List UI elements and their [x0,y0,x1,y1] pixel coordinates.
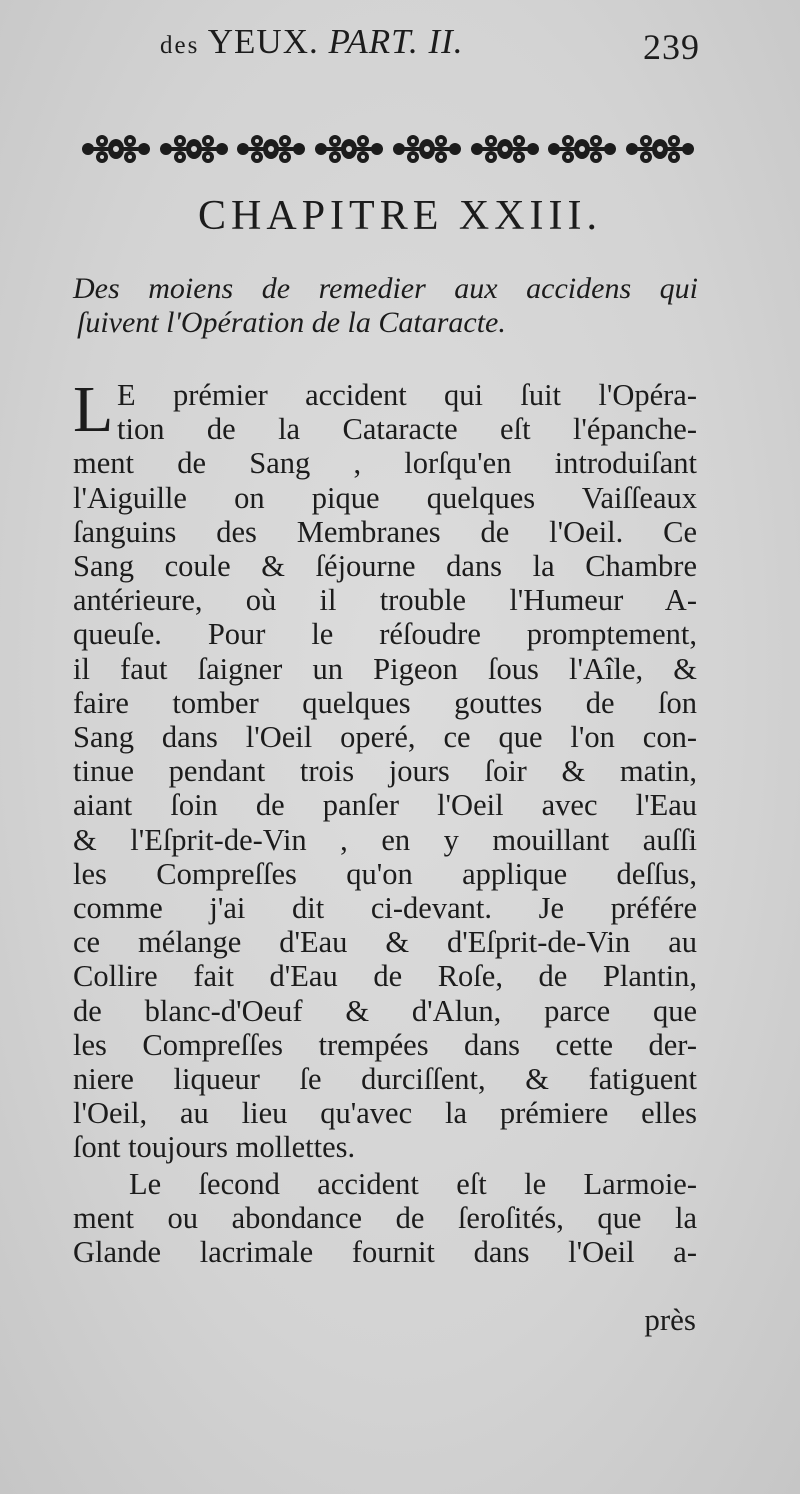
text-line: de blanc-d'Oeuf & d'Alun, parce que [73,993,697,1028]
page-header [140,22,700,72]
text-line: Sang coule & ſéjourne dans la Chambre [73,549,697,584]
fleuron-icon [158,129,230,169]
text-line: Collire fait d'Eau de Roſe, de Plantin, [73,959,697,994]
fleuron-icon [391,129,463,169]
text-line: aiant ſoin de panſer l'Oeil avec l'Eau [73,788,697,823]
text-line: faire tomber quelques gouttes de ſon [73,685,697,720]
fleuron-icon [235,129,307,169]
catchword: près [644,1302,696,1337]
running-head-main: YEUX. [207,22,319,61]
chapter-subtitle [73,272,698,340]
paragraph-2 [73,1167,697,1270]
text-line: & l'Eſprit-de-Vin , en y mouillant auſſi [73,822,697,857]
text-line: les Compreſſes trempées dans cette der- [73,1027,697,1062]
running-head [160,22,464,62]
text-line: Sang dans l'Oeil operé, ce que l'on con- [73,720,697,755]
chapter-title: CHAPITRE XXIII. [198,193,602,239]
text-line: tion de la Cataracte eſt l'épanche- [117,412,697,447]
text-line: les Compreſſes qu'on applique deſſus, [73,856,697,891]
fleuron-icon [80,129,152,169]
text-line: ment ou abondance de ſeroſités, que la [73,1200,697,1235]
fleuron-icon [546,129,618,169]
text-line: queuſe. Pour le réſoudre promptement, [73,617,697,652]
text-line: niere liqueur ſe durciſſent, & fatiguent [73,1062,697,1097]
text-line: l'Aiguille on pique quelques Vaiſſeaux [73,480,697,515]
fleuron-icon [469,129,541,169]
paragraph-1 [73,373,697,1165]
fleuron-icon [313,129,385,169]
text-line: antérieure, où il trouble l'Humeur A- [73,583,697,618]
running-head-prefix: des [160,32,200,59]
text-line: ment de Sang , lorſqu'en introduiſant [73,446,697,481]
text-line: Glande lacrimale fournit dans l'Oeil a- [73,1235,697,1270]
subtitle-line: Des moiens de remedier aux accidens qui [73,272,698,305]
text-line: il faut ſaigner un Pigeon ſous l'Aîle, & [73,651,697,686]
text-line: Le ſecond accident eſt le Larmoie- [129,1166,697,1201]
running-head-part: PART. II. [328,22,464,61]
text-line: l'Oeil, au lieu qu'avec la prémiere elles [73,1096,697,1131]
text-line: ce mélange d'Eau & d'Eſprit-de-Vin au [73,925,697,960]
text-line: tinue pendant trois jours ſoir & matin, [73,754,697,789]
body-text [73,373,697,1270]
subtitle-line: ſuivent l'Opération de la Cataracte. [77,306,506,339]
text-line: ſanguins des Membranes de l'Oeil. Ce [73,514,697,549]
page-number: 239 [643,27,700,67]
text-line: ſont toujours mollettes. [73,1130,356,1165]
fleuron-ornament-band [80,125,696,173]
fleuron-icon [624,129,696,169]
text-line: E prémier accident qui ſuit l'Opéra- [117,378,697,412]
text-line: comme j'ai dit ci-devant. Je préfére [73,891,697,926]
drop-cap: L [73,373,114,446]
